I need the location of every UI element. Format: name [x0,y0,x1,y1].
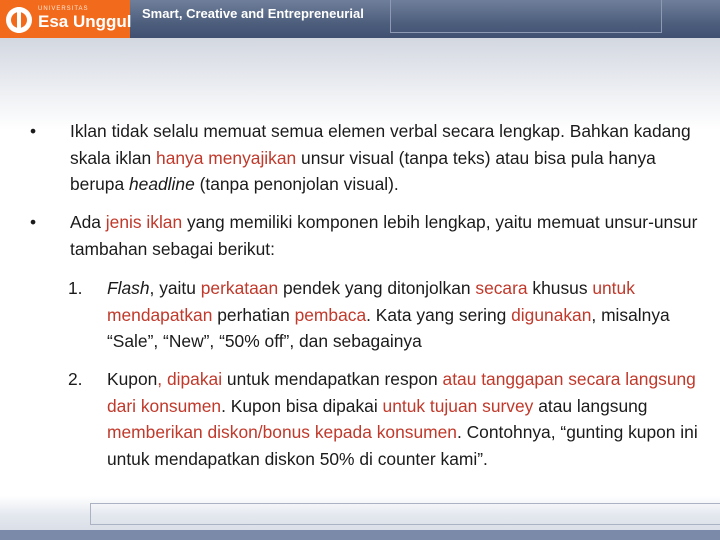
text-segment: pendek yang ditonjolkan [278,278,476,298]
bullet-text [70,209,700,262]
text-segment: atau tanggapan secara langsung dari konsumen [107,369,696,416]
text-segment: untuk mendapatkan respon [226,369,438,389]
text-segment: Flash [107,278,150,298]
text-segment: digunakan [511,304,592,325]
text-segment: perhatian [212,304,295,325]
text-segment: , dipakai [157,369,227,389]
text-segment: perkataan [200,278,279,298]
bullet-text [70,118,700,198]
footer-bar [0,530,720,540]
text-segment: khusus [527,278,593,298]
text-segment: pembaca [294,304,367,325]
text-segment: . Kata yang sering [366,304,512,325]
numbered-text [107,275,707,355]
logo-text: Esa Unggul [38,12,132,31]
text-segment: (tanpa penonjolan visual). [194,174,399,194]
text-segment: jenis iklan [105,212,183,232]
number-marker: 1. [68,278,83,298]
text-segment: untuk mendapatkan [107,278,635,325]
text-segment: hanya menyajikan [156,147,297,168]
text-segment: atau langsung [533,395,648,416]
text-segment: . Kupon bisa dipakai [221,395,383,416]
text-segment: headline [128,174,195,194]
text-segment: yang memiliki komponen lebih lengkap, yaitu memuat unsur-unsur tambahan sebagai berikut: [70,212,698,259]
text-segment: secara [475,278,528,298]
text-segment: . Contohnya, “gunting kupon ini untuk mendapatkan diskon 50% di counter kami”. [107,422,698,469]
text-segment: Iklan tidak selalu memuat semua elemen verbal secara lengkap. Bahkan kadang skala iklan [70,121,691,168]
footer-decor-box [90,503,720,525]
tagline: Smart, Creative and Entrepreneurial [142,6,364,21]
bullet-marker: • [30,121,37,141]
bullet-marker: • [30,212,37,232]
text-segment: untuk tujuan survey [382,395,534,416]
numbered-text [107,366,707,472]
text-segment: Kupon [107,369,158,389]
text-segment: Ada [70,212,106,232]
text-segment: , yaitu [149,278,201,298]
text-segment: unsur visual (tanpa teks) atau bisa pula hanya berupa [70,147,656,194]
number-marker: 2. [68,369,83,389]
logo-small-text: UNIVERSITAS [38,6,89,12]
text-segment: memberikan diskon/bonus kepada konsumen [107,422,457,442]
text-segment: , misalnya “Sale”, “New”, “50% off”, dan sebagainya [107,304,670,351]
